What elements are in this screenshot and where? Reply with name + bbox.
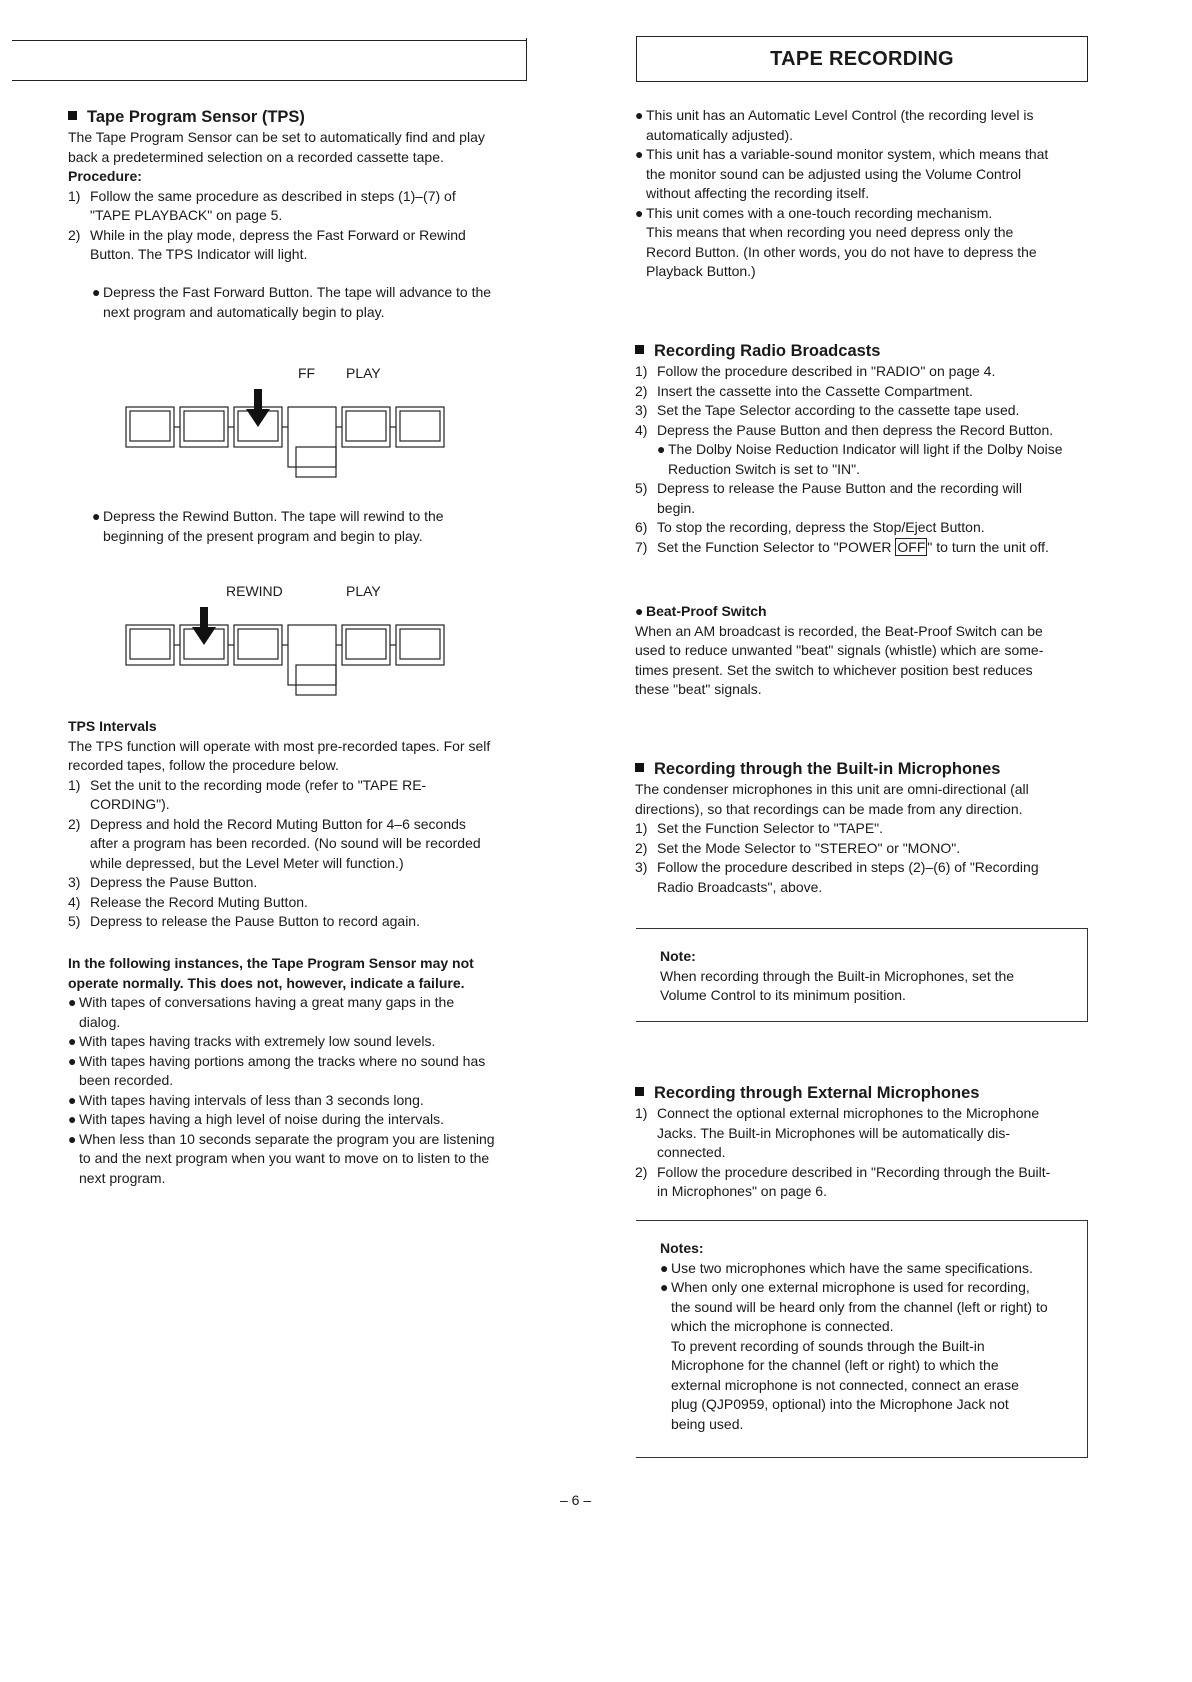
procedure-label: Procedure: <box>68 168 142 184</box>
list-item: ● When only one external microphone is used for recording, the sound will be heard only from the channel (left or right) to which the microphone is connected. <box>660 1278 1074 1337</box>
bullet-dot-icon: ● <box>635 204 644 221</box>
list-item: 1) Set the Function Selector to "TAPE". <box>635 820 884 836</box>
tps-section <box>68 106 523 265</box>
list-item: ● With tapes having intervals of less than 3 seconds long. <box>68 1091 523 1111</box>
rewind-play-figure <box>116 583 476 698</box>
list-item: ● With tapes of conversations having a great many gaps in the dialog. <box>68 993 523 1032</box>
list-item: ● With tapes having portions among the tracks where no sound has been recorded. <box>68 1052 523 1091</box>
bullet-dot-icon: ● <box>635 603 644 619</box>
list-item: ● This unit has a variable-sound monitor system, which means that the monitor sound can be adjusted using the Volume Control without affecting the recording itself. <box>635 145 1090 204</box>
cassette-keys-diagram <box>116 583 476 698</box>
bullet-dot-icon: ● <box>657 441 666 457</box>
list-item: 3) Follow the procedure described in steps (2)–(6) of "Recording Radio Broadcasts", above. <box>635 859 1039 895</box>
tps-heading: Tape Program Sensor (TPS) <box>87 108 305 126</box>
list-item: ● The Dolby Noise Reduction Indicator will light if the Dolby Noise Reduction Switch is set to "IN". <box>635 440 1090 479</box>
play-label: PLAY <box>346 583 381 599</box>
note-box: Note: When recording through the Built-in Microphones, set the Volume Control to its minimum position. <box>636 928 1088 1022</box>
list-item: 2) Set the Mode Selector to "STEREO" or "MONO". <box>635 839 961 856</box>
list-item: ● This unit has an Automatic Level Control (the recording level is automatically adjusted). <box>635 106 1090 145</box>
radio-section <box>635 340 1090 557</box>
list-item: ● When less than 10 seconds separate the program you are listening to and the next program when you want to move on to listen to the next program. <box>68 1130 523 1189</box>
list-item: ● With tapes having a high level of noise during the intervals. <box>68 1110 523 1130</box>
bullet-dot-icon: ● <box>92 508 101 524</box>
section-title: TAPE RECORDING <box>770 47 954 70</box>
list-item: ● This unit comes with a one-touch recording mechanism. <box>635 204 1090 224</box>
external-mic-section <box>635 1082 1090 1202</box>
radio-heading: Recording Radio Broadcasts <box>654 342 881 360</box>
list-item: 3) Set the Tape Selector according to the cassette tape used. <box>635 402 1020 418</box>
cassette-keys-diagram <box>116 365 476 480</box>
list-item: ● With tapes having tracks with extremely low sound levels. <box>68 1032 523 1052</box>
list-item: 4) Release the Record Muting Button. <box>68 893 308 910</box>
bullet-dot-icon: ● <box>68 994 77 1010</box>
tps-intro-line: back a predetermined selection on a recorded cassette tape. <box>68 148 444 165</box>
ff-label: FF <box>298 365 316 381</box>
intro-section: ● This unit has an Automatic Level Control (the recording level is automatically adjusted). ● This unit has a variable-sound monitor system, which means that the monitor sound can be adjusted using the Volume Control without affecting the recording itself. ● This unit comes with a one-touch recording mechanism. This means that when recording you need depress only the Record Button. (In other words, you do not have to depress the Playback Button.) <box>635 106 1090 282</box>
list-item: 3) Depress the Pause Button. <box>68 874 258 890</box>
note-title: Note: <box>660 948 696 964</box>
rewind-bullet: ● Depress the Rewind Button. The tape will rewind to the beginning of the present program and begin to play. <box>92 507 523 546</box>
list-item: 2) Follow the procedure described in "Recording through the Built- in Microphones" on page 6. <box>635 1163 1051 1199</box>
ff-play-figure <box>116 365 476 480</box>
tps-intervals-section: TPS Intervals The TPS function will operate with most pre-recorded tapes. For self recorded tapes, follow the procedure below. 1) Set the unit to the recording mode (refer to "TAPE RE- CORDING"). 2) Depress and hold the Record Muting Button for 4–6 seconds after a program has been recorded. (No sound will be recorded while depressed, but the Level Meter will function.) 3) Depress the Pause Button. 4) Release the Record Muting Button. 5) Depress to release the Pause Button to record again. <box>68 717 523 932</box>
list-item: 4) Depress the Pause Button and then depress the Record Button. <box>635 421 1054 438</box>
square-bullet-icon <box>635 345 644 354</box>
notes-box: Notes: ● Use two microphones which have the same specifications. ● When only one external microphone is used for recording, the sound will be heard only from the channel (left or right) to which the microphone is connected. To prevent recording of sounds through the Built-in Microphone for the channel (left or right) to which the external microphone is not connected, connect an erase plug (QJP0959, optional) into the Microphone Jack not being used. <box>636 1220 1088 1458</box>
section-title-box <box>636 36 1088 82</box>
builtin-heading: Recording through the Built-in Microphones <box>654 760 1001 778</box>
play-label: PLAY <box>346 365 381 381</box>
list-item: ● Use two microphones which have the same specifications. <box>660 1259 1074 1279</box>
bullet-dot-icon: ● <box>660 1259 669 1276</box>
list-item: 7) Set the Function Selector to "POWER OFF " to turn the unit off. <box>635 538 1049 555</box>
list-item: 2) While in the play mode, depress the Fast Forward or Rewind Button. The TPS Indicator will light. <box>68 226 466 262</box>
ff-bullet: ● Depress the Fast Forward Button. The tape will advance to the next program and automatically begin to play. <box>92 283 523 322</box>
bullet-dot-icon: ● <box>68 1111 77 1127</box>
rewind-label: REWIND <box>226 583 283 599</box>
list-item: 2) Insert the cassette into the Cassette Compartment. <box>635 382 973 399</box>
notes-title: Notes: <box>660 1240 704 1256</box>
square-bullet-icon <box>635 1087 644 1096</box>
beat-heading: Beat-Proof Switch <box>646 603 767 619</box>
external-heading: Recording through External Microphones <box>654 1084 980 1102</box>
off-boxed-label: OFF <box>897 538 926 555</box>
list-item: 5) Depress to release the Pause Button and the recording will begin. <box>635 480 1022 516</box>
bullet-dot-icon: ● <box>68 1091 77 1108</box>
tps-intro-line: The Tape Program Sensor can be set to automatically find and play <box>68 129 485 145</box>
list-item: 6) To stop the recording, depress the Stop/Eject Button. <box>635 519 985 535</box>
list-item: 1) Follow the procedure described in "RADIO" on page 4. <box>635 363 996 379</box>
left-header-box <box>12 38 527 81</box>
list-item: 1) Set the unit to the recording mode (refer to "TAPE RE- CORDING"). <box>68 776 427 812</box>
list-item: 2) Depress and hold the Record Muting Button for 4–6 seconds after a program has been recorded. (No sound will be recorded while depressed, but the Level Meter will function.) <box>68 815 481 871</box>
bullet-dot-icon: ● <box>92 284 101 300</box>
list-item: 1) Follow the same procedure as described in steps (1)–(7) of "TAPE PLAYBACK" on page 5. <box>68 187 456 223</box>
page-number: – 6 – <box>560 1492 592 1508</box>
bullet-dot-icon: ● <box>68 1052 77 1069</box>
failure-section: In the following instances, the Tape Program Sensor may not operate normally. This does not, however, indicate a failure. ● With tapes of conversations having a great many gaps in the dialog. ● With tapes having tracks with extremely low sound levels. ● With tapes having portions among the tracks where no sound has been recorded. ● With tapes having intervals of less than 3 seconds long. ● With tapes having a high level of noise during the intervals. ● When less than 10 seconds separate the program you are listening to and the next program when you want to move on to listen to the next program. <box>68 954 523 1188</box>
intervals-heading: TPS Intervals <box>68 718 157 734</box>
list-item: 5) Depress to release the Pause Button to record again. <box>68 913 420 929</box>
bullet-dot-icon: ● <box>68 1033 77 1049</box>
beat-proof-section: ● Beat-Proof Switch When an AM broadcast is recorded, the Beat-Proof Switch can be used to reduce unwanted "beat" signals (whistle) which are some- times present. Set the switch to whichever position best reduces these "beat" signals. <box>635 602 1090 700</box>
builtin-mic-section: Recording through the Built-in Microphones The condenser microphones in this unit are omni-directional (all directions), so that recordings can be made from any direction. 1) Set the Function Selector to "TAPE". 2) Set the Mode Selector to "STEREO" or "MONO". 3) Follow the procedure described in steps (2)–(6) of "Recording Radio Broadcasts", above. <box>635 758 1090 897</box>
bullet-dot-icon: ● <box>635 146 644 162</box>
bullet-dot-icon: ● <box>68 1130 77 1147</box>
square-bullet-icon <box>68 111 77 120</box>
bullet-dot-icon: ● <box>660 1279 669 1295</box>
list-item: 1) Connect the optional external microphones to the Microphone Jacks. The Built-in Microphones will be automatically dis- connected. <box>635 1105 1040 1160</box>
bullet-dot-icon: ● <box>635 107 644 123</box>
square-bullet-icon <box>635 763 644 772</box>
